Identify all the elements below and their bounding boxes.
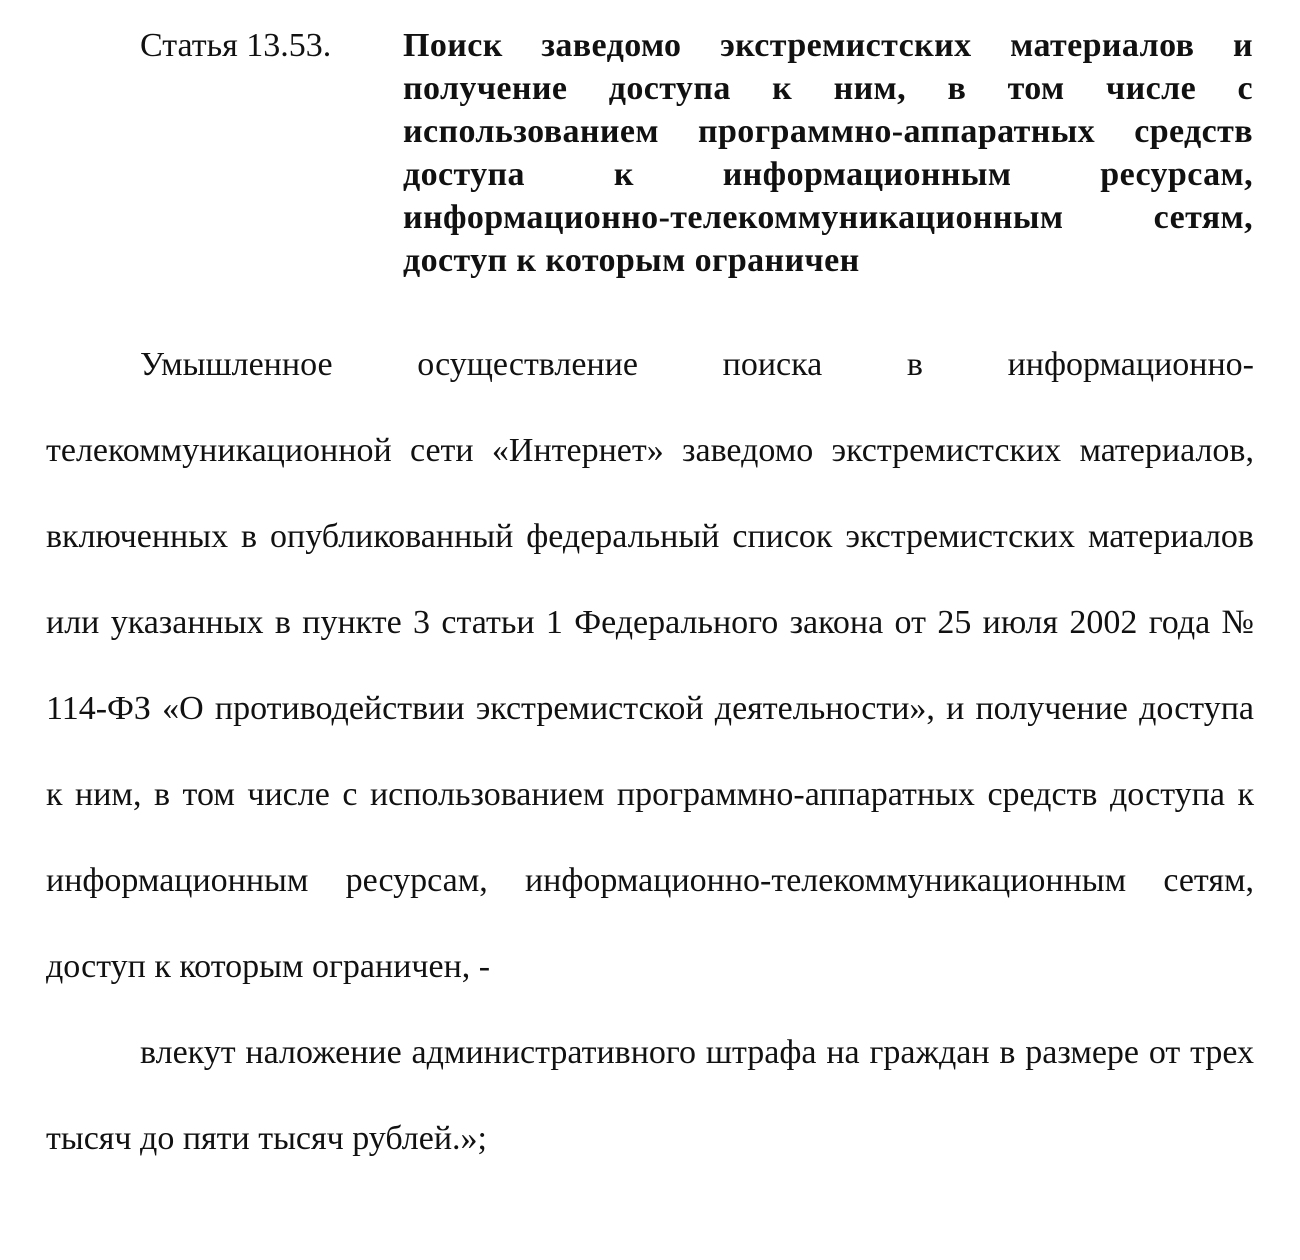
paragraph-offense: Умышленное осуществление поиска в информационно-телекоммуникационной сети «Интернет» заведомо экстремистских материалов, включенных в опубликованный федеральный список экстремистских материалов или указанных в пункте 3 статьи 1 Федерального закона от 25 июля 2002 года № 114-ФЗ «О противодействии экстремистской деятельности», и получение доступа к ним, в том числе с использованием программно-аппаратных средств доступа к информационным ресурсам, информационно-телекоммуникационным сетям, доступ к которым ограничен, -	[46, 346, 1254, 985]
article-title: Поиск заведомо экстремистских материалов и получение доступа к ним, в том числе с использованием программно-аппаратных средств доступа к информационным ресурсам, информационно-телекоммуникационным сетям, доступ к которым ограничен	[403, 27, 1253, 279]
paragraph-penalty: влекут наложение административного штрафа на граждан в размере от трех тысяч до пяти тысяч рублей.»;	[46, 1034, 1254, 1157]
article-body	[46, 322, 1254, 1182]
article-number: Статья 13.53.	[140, 27, 332, 64]
